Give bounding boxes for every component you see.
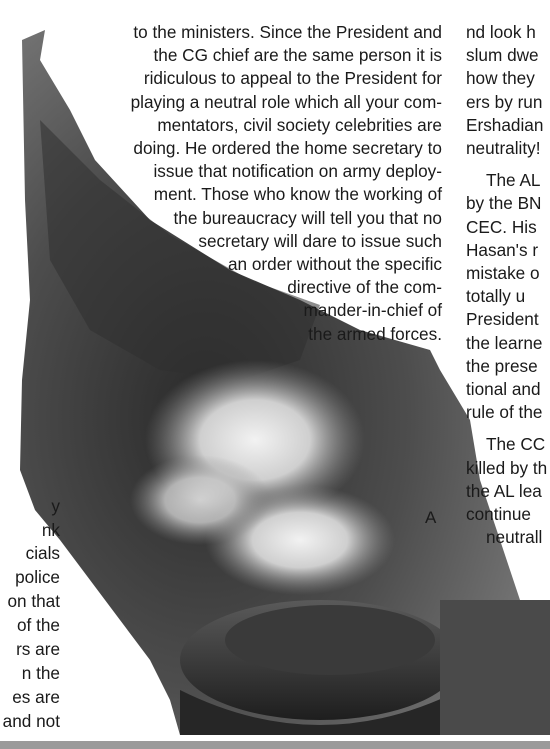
right-line: President xyxy=(466,309,539,330)
footer-bar xyxy=(0,741,550,749)
middle-line: secretary will dare to issue such xyxy=(198,230,442,251)
flame-glow-left xyxy=(130,455,270,545)
right-text-column xyxy=(466,21,550,549)
middle-line: ridiculous to appeal to the President for xyxy=(143,68,442,89)
right-line: CEC. His xyxy=(466,216,537,237)
right-line: nd look h xyxy=(466,22,536,42)
right-line: totally u xyxy=(466,286,526,307)
right-line: by the BN xyxy=(466,193,542,214)
middle-line: the CG chief are the same person it is xyxy=(153,45,442,66)
middle-line: to the ministers. Since the President and xyxy=(133,22,442,42)
right-line: tional and xyxy=(466,379,541,400)
middle-line: mentators, civil society celebrities are xyxy=(157,114,442,135)
left-line: cials xyxy=(25,543,60,563)
right-line: The CC xyxy=(486,434,546,455)
right-line: killed by th xyxy=(466,457,548,478)
right-line: continue xyxy=(466,504,531,525)
left-line: of the xyxy=(16,615,60,635)
middle-text-column xyxy=(60,21,442,346)
middle-line: issue that notification on army deploy- xyxy=(153,161,442,182)
right-line: the AL lea xyxy=(466,480,542,501)
right-line: Ershadian xyxy=(466,114,544,135)
left-line: rs are xyxy=(16,639,60,659)
left-line: and not xyxy=(2,711,60,731)
right-line: The AL xyxy=(486,170,541,191)
left-line: es are xyxy=(12,687,60,707)
middle-line: an order without the specific xyxy=(227,254,442,275)
middle-line: the armed forces. xyxy=(308,323,442,344)
left-line: on that xyxy=(7,591,60,611)
right-line: Hasan's r xyxy=(466,239,539,260)
right-line: how they xyxy=(466,68,535,89)
left-line: nk xyxy=(41,520,60,540)
tire-inner-shape xyxy=(225,605,435,675)
road-shape xyxy=(440,600,550,735)
middle-line: playing a neutral role which all your com- xyxy=(130,91,442,112)
right-line: neutrality! xyxy=(466,138,541,159)
right-line: ers by run xyxy=(466,91,543,112)
left-line: y xyxy=(51,496,60,516)
right-line: slum dwe xyxy=(466,45,539,66)
middle-line: doing. He ordered the home secretary to xyxy=(133,138,442,159)
middle-line: ment. Those who know the working of xyxy=(153,184,442,205)
right-line: the learne xyxy=(466,332,543,353)
right-line: neutrall xyxy=(486,527,543,548)
left-line: police xyxy=(15,567,60,587)
right-line: the prese xyxy=(466,355,538,376)
middle-line: the bureaucracy will tell you that no xyxy=(173,207,442,228)
right-line: mistake o xyxy=(466,263,540,284)
middle-line: mander-in-chief of xyxy=(303,300,442,321)
caption-letter: A xyxy=(425,508,437,527)
middle-line: directive of the com- xyxy=(287,277,442,298)
left-line: n the xyxy=(21,663,60,683)
right-line: rule of the xyxy=(466,402,543,423)
